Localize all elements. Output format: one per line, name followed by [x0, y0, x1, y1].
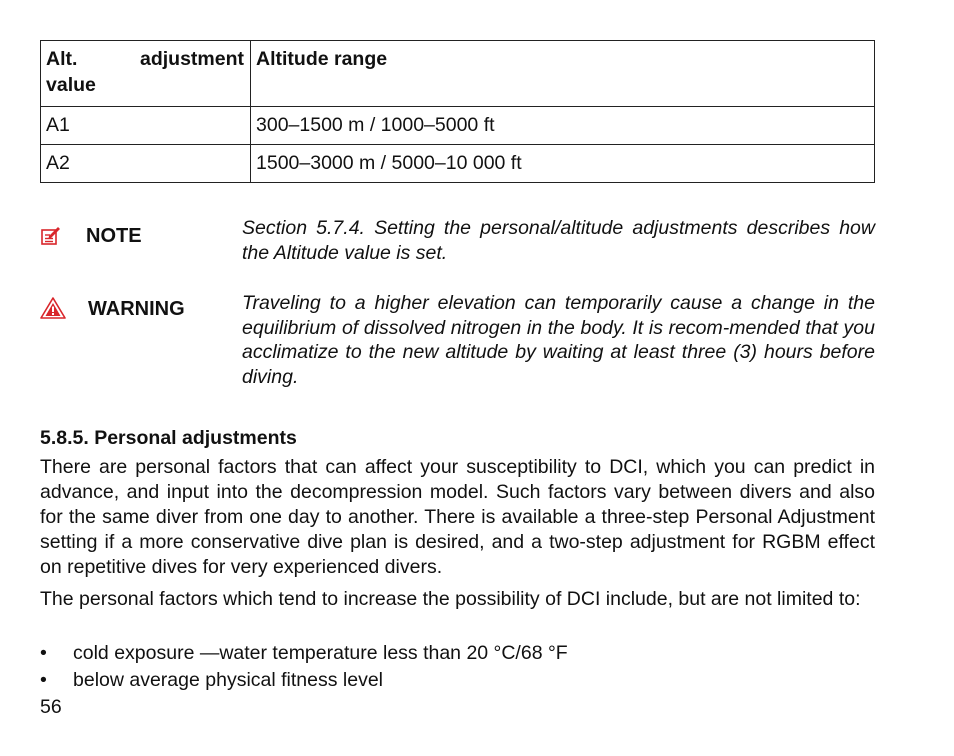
section-paragraph-2: The personal factors which tend to increase the possibility of DCI include, but are not limited to: [40, 588, 861, 610]
note-pencil-icon [40, 224, 62, 251]
list-item [40, 640, 875, 667]
table-cell-range: 300–1500 m / 1000–5000 ft [251, 107, 875, 145]
warning-label: WARNING [88, 298, 185, 320]
table-header-row [41, 41, 875, 107]
list-item [40, 667, 875, 694]
note-text: Section 5.7.4. Setting the personal/altitude adjustments describes how the Altitude value is set. [242, 217, 875, 264]
section-title: 5.8.5. Personal adjustments [40, 427, 297, 449]
header-word-1: Alt. [46, 48, 78, 70]
table-row [41, 107, 875, 145]
bullet-dot: • [40, 642, 47, 664]
table-cell-range: 1500–3000 m / 5000–10 000 ft [251, 145, 875, 183]
table-cell-value: A1 [41, 107, 251, 145]
section-paragraph-1: There are personal factors that can affect your susceptibility to DCI, which you can predict in advance, and input into the decompression model. Such factors vary between divers and also for the same diver from one day to another. There is available a three-step Personal Adjustment setting if a more conservative dive plan is desired, and a two-step adjustment for RGBM effect on repetitive dives for very experienced divers. [40, 456, 875, 578]
altitude-adjustment-table [40, 40, 875, 183]
warning-triangle-icon [40, 297, 66, 324]
table-header-adjustment-value [41, 41, 251, 107]
list-item-text: below average physical fitness level [73, 669, 384, 691]
page-number: 56 [40, 696, 62, 718]
warning-text: Traveling to a higher elevation can temporarily cause a change in the equilibrium of dissolved nitrogen in the body. It is recom-mended that you acclimatize to the new altitude by waiting at least three (3) hours before diving. [242, 292, 875, 388]
risk-factor-list [40, 640, 875, 694]
table-cell-value: A2 [41, 145, 251, 183]
table-row [41, 145, 875, 183]
header-word-2: adjustment [139, 48, 244, 70]
header-word-3: value [46, 74, 96, 96]
note-label: NOTE [86, 225, 142, 247]
bullet-dot: • [40, 669, 47, 691]
table-header-altitude-range: Altitude range [251, 41, 875, 107]
list-item-text: cold exposure —water temperature less than 20 °C/68 °F [73, 642, 568, 664]
